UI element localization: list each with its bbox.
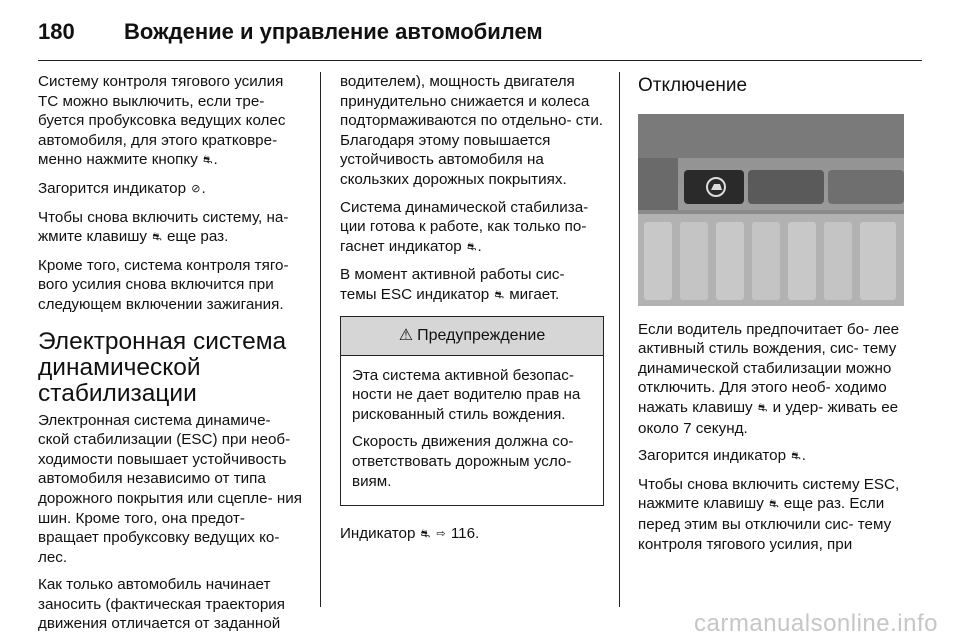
- tc-off-indicator-icon: ⊘: [191, 182, 201, 195]
- warning-triangle-icon: ⚠: [398, 326, 414, 344]
- paragraph: Эта система активной безопас- ности не дает водителю прав на рискованный стиль вождения.: [352, 366, 581, 423]
- page-title: Вождение и управление автомобилем: [124, 19, 543, 44]
- column-1: [38, 72, 306, 642]
- column-3: [638, 72, 904, 562]
- paragraph: Скорость движения должна со- ответствовать дорожным усло- виям.: [352, 433, 574, 490]
- paragraph: Чтобы снова включить систему, на- жмите клавишу ⛐ еще раз.: [38, 208, 306, 248]
- paragraph: Если водитель предпочитает бо- лее активный стиль вождения, сис- тему динамической стабилизации можно отключить. Для этого необ- ходимо нажать клавишу ⛐ и удер- живать ее около 7 секунд.: [638, 320, 900, 437]
- paragraph: В момент активной работы сис- темы ESC индикатор ⛐ мигает.: [340, 265, 604, 305]
- esc-skid-car-icon: ⛐: [466, 240, 477, 253]
- esc-skid-car-icon: ⛐: [757, 401, 768, 414]
- header-rule: [38, 60, 922, 61]
- warning-header: [341, 317, 603, 356]
- page-header: [38, 14, 543, 50]
- warning-title: Предупреждение: [417, 326, 546, 344]
- arrow-ref-icon: ⇨: [436, 528, 446, 541]
- esc-skid-car-icon: ⛐: [494, 288, 504, 301]
- section-title: Электронная система динамической стабилизации: [38, 327, 287, 407]
- dashboard-photo-svg: [638, 114, 904, 306]
- esc-skid-car-icon: ⛐: [420, 528, 431, 541]
- warning-body: [341, 356, 603, 506]
- dashboard-button-photo: [638, 114, 904, 306]
- paragraph: Систему контроля тягового усилия TC можно выключить, если тре- буется пробуксовка ведущих колес автомобиля, для этого кратковре- менно нажмите кнопку ⛐.: [38, 72, 306, 171]
- page-number: 180: [38, 19, 75, 44]
- esc-skid-car-icon: ⛐: [769, 498, 779, 511]
- paragraph: Кроме того, система контроля тяго- вого усилия снова включится при следующем включении зажигания.: [38, 256, 289, 313]
- column-2: [340, 72, 604, 553]
- watermark: carmanualsonline.info: [694, 610, 938, 637]
- column-divider: [619, 72, 620, 607]
- paragraph: Загорится индикатор ⊘.: [38, 179, 306, 200]
- warning-box: [340, 316, 604, 507]
- column-divider: [320, 72, 321, 607]
- paragraph: Загорится индикатор ⛐.: [638, 446, 904, 467]
- paragraph: Индикатор ⛐ ⇨ 116.: [340, 524, 604, 545]
- paragraph: Чтобы снова включить систему ESC, нажмите клавишу ⛐ еще раз. Если перед этим вы отключили сис- тему контроля тягового усилия, при: [638, 475, 900, 553]
- subsection-title: Отключение: [638, 75, 748, 96]
- paragraph: Как только автомобиль начинает заносить (фактическая траектория движения отличается от заданной: [38, 576, 285, 633]
- paragraph: Электронная система динамиче- ской стабилизации (ESC) при необ- ходимости повышает устойчивость автомобиля независимо от типа дорожного покрытия или сцепле- ния шин. Кроме того, она предот- вращает пробуксовку ведущих ко- лес.: [38, 411, 302, 566]
- paragraph: Система динамической стабилиза- ции готова к работе, как только по- гаснет индикатор ⛐.: [340, 198, 604, 258]
- esc-skid-car-icon: ⛐: [203, 154, 213, 167]
- esc-off-indicator-icon: ⛐: [791, 450, 801, 463]
- esc-skid-car-icon: ⛐: [152, 231, 162, 244]
- paragraph: водителем), мощность двигателя принудительно снижается и колеса подтормаживаются по отдельно- сти. Благодаря этому повышается устойчивость автомобиля на скользких дорожных покрытиях.: [340, 73, 604, 188]
